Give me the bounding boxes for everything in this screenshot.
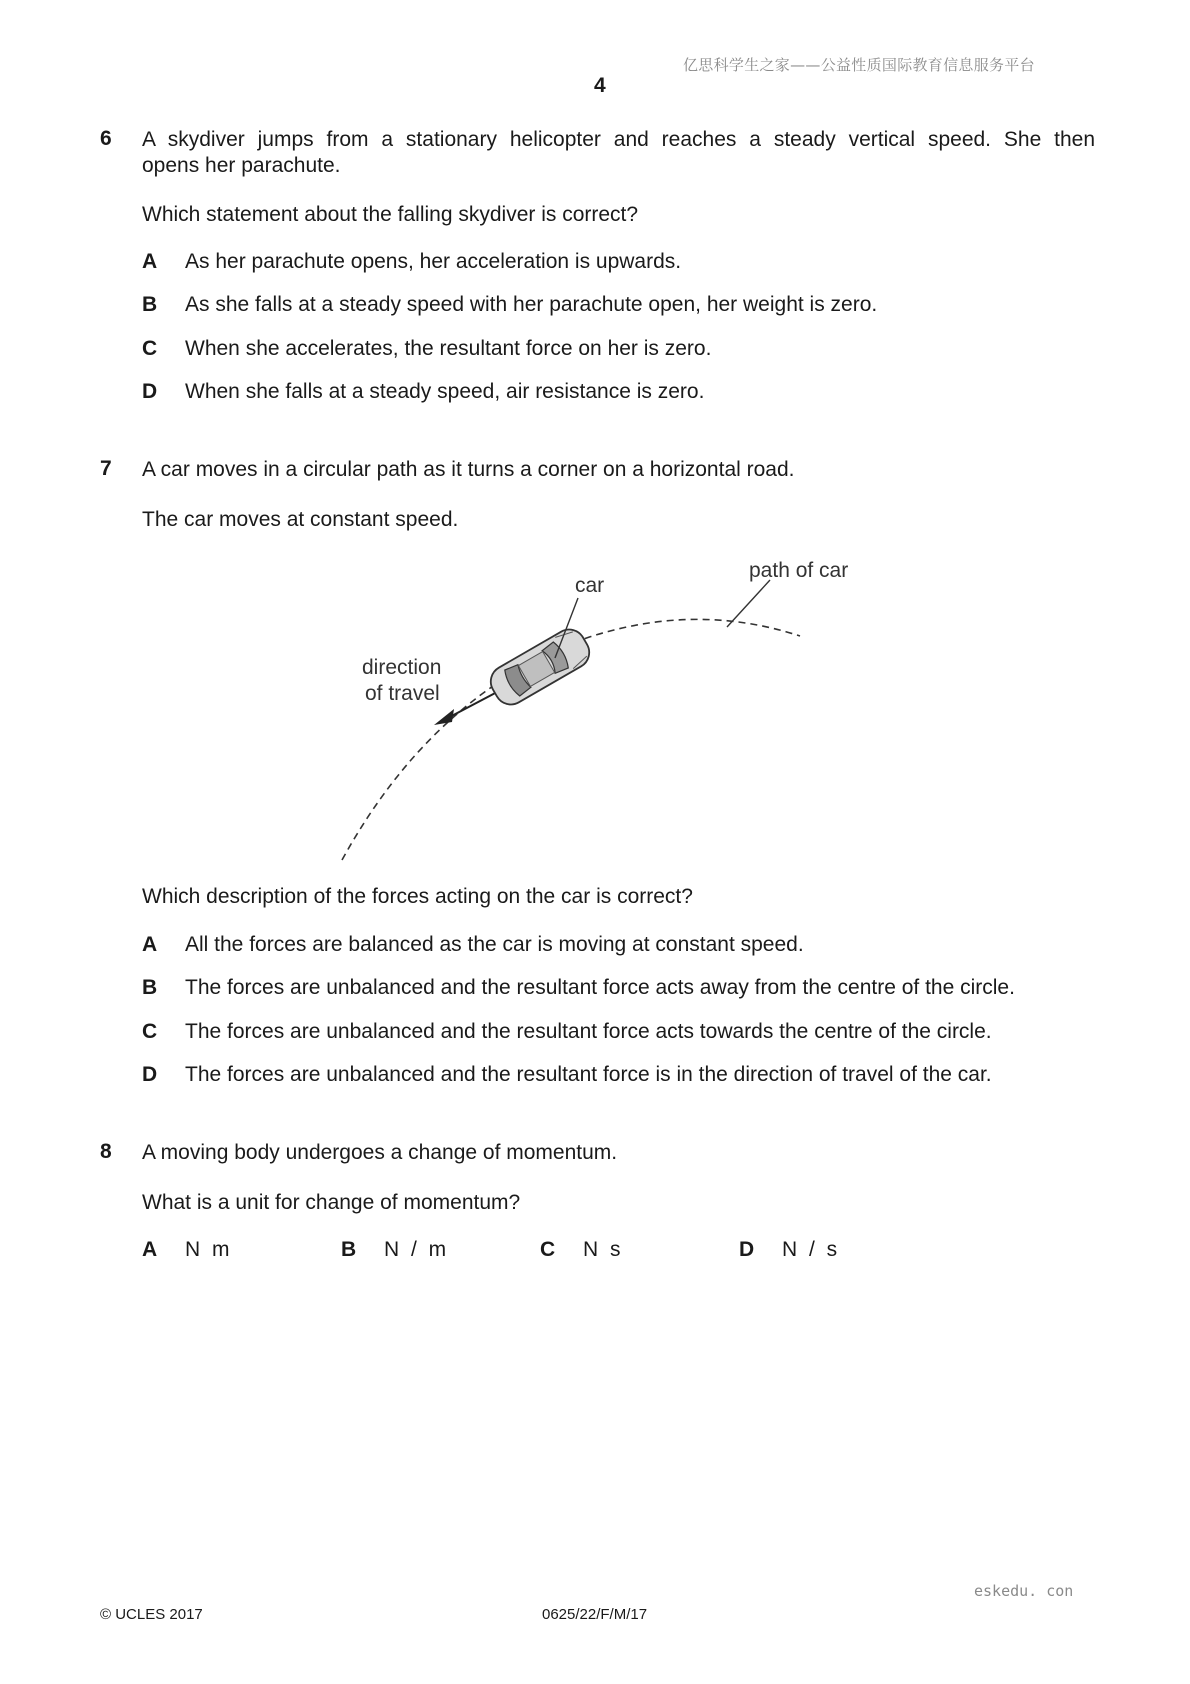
path-label: path of car bbox=[749, 559, 849, 582]
question-7-prompt: Which description of the forces acting on the car is correct? bbox=[142, 885, 693, 908]
question-8-prompt: What is a unit for change of momentum? bbox=[142, 1191, 521, 1214]
question-8-option-text: N / m bbox=[384, 1238, 450, 1261]
question-8-stem: A moving body undergoes a change of momentum. bbox=[142, 1141, 618, 1164]
question-6-number: 6 bbox=[100, 127, 112, 150]
question-8-option-letter: C bbox=[540, 1238, 556, 1261]
question-8-option-letter: A bbox=[142, 1238, 158, 1261]
question-7-stem-line2: The car moves at constant speed. bbox=[142, 508, 459, 531]
question-8-option-text: N / s bbox=[782, 1238, 841, 1261]
car-path-diagram bbox=[0, 540, 1190, 870]
question-7-option-letter: A bbox=[142, 933, 158, 956]
question-7-option-text: The forces are unbalanced and the resultant force acts away from the centre of the circle. bbox=[185, 976, 1015, 999]
footer-copyright: © UCLES 2017 bbox=[100, 1606, 203, 1623]
header-watermark: 亿思科学生之家——公益性质国际教育信息服务平台 bbox=[683, 56, 1035, 74]
question-6-stem-line2: opens her parachute. bbox=[142, 154, 341, 177]
question-6-option-text: As she falls at a steady speed with her parachute open, her weight is zero. bbox=[185, 293, 878, 316]
question-6-option-text: When she falls at a steady speed, air resistance is zero. bbox=[185, 380, 705, 403]
page-number: 4 bbox=[594, 74, 606, 97]
question-8-number: 8 bbox=[100, 1140, 112, 1163]
question-6-option-letter: B bbox=[142, 293, 158, 316]
question-6-option-letter: A bbox=[142, 250, 158, 273]
question-7-number: 7 bbox=[100, 457, 112, 480]
direction-label-line2: of travel bbox=[365, 682, 440, 705]
question-8-option-letter: B bbox=[341, 1238, 357, 1261]
question-7-option-text: The forces are unbalanced and the resultant force acts towards the centre of the circle. bbox=[185, 1020, 992, 1043]
question-6-option-letter: C bbox=[142, 337, 158, 360]
question-7-option-letter: B bbox=[142, 976, 158, 999]
question-6-stem-line1: A skydiver jumps from a stationary helicopter and reaches a steady vertical speed. She then bbox=[142, 128, 1095, 151]
question-6-option-text: When she accelerates, the resultant force on her is zero. bbox=[185, 337, 712, 360]
question-6-prompt: Which statement about the falling skydiver is correct? bbox=[142, 203, 639, 226]
question-8-option-text: N m bbox=[185, 1238, 233, 1261]
question-7-option-letter: D bbox=[142, 1063, 158, 1086]
question-7-option-letter: C bbox=[142, 1020, 158, 1043]
car-label: car bbox=[575, 574, 605, 597]
question-7-option-text: The forces are unbalanced and the resultant force is in the direction of travel of the car. bbox=[185, 1063, 992, 1086]
question-6-option-text: As her parachute opens, her acceleration is upwards. bbox=[185, 250, 682, 273]
direction-arrowhead bbox=[434, 709, 454, 725]
question-7-option-text: All the forces are balanced as the car is moving at constant speed. bbox=[185, 933, 804, 956]
question-6-option-letter: D bbox=[142, 380, 158, 403]
question-7-stem-line1: A car moves in a circular path as it turns a corner on a horizontal road. bbox=[142, 458, 795, 481]
question-8-option-letter: D bbox=[739, 1238, 755, 1261]
footer-paper-code: 0625/22/F/M/17 bbox=[542, 1606, 648, 1623]
car-icon bbox=[485, 624, 595, 711]
footer-watermark: eskedu. con bbox=[974, 1582, 1074, 1600]
question-8-option-text: N s bbox=[583, 1238, 624, 1261]
path-leader-line bbox=[727, 580, 770, 627]
direction-label-line1: direction bbox=[362, 656, 442, 679]
